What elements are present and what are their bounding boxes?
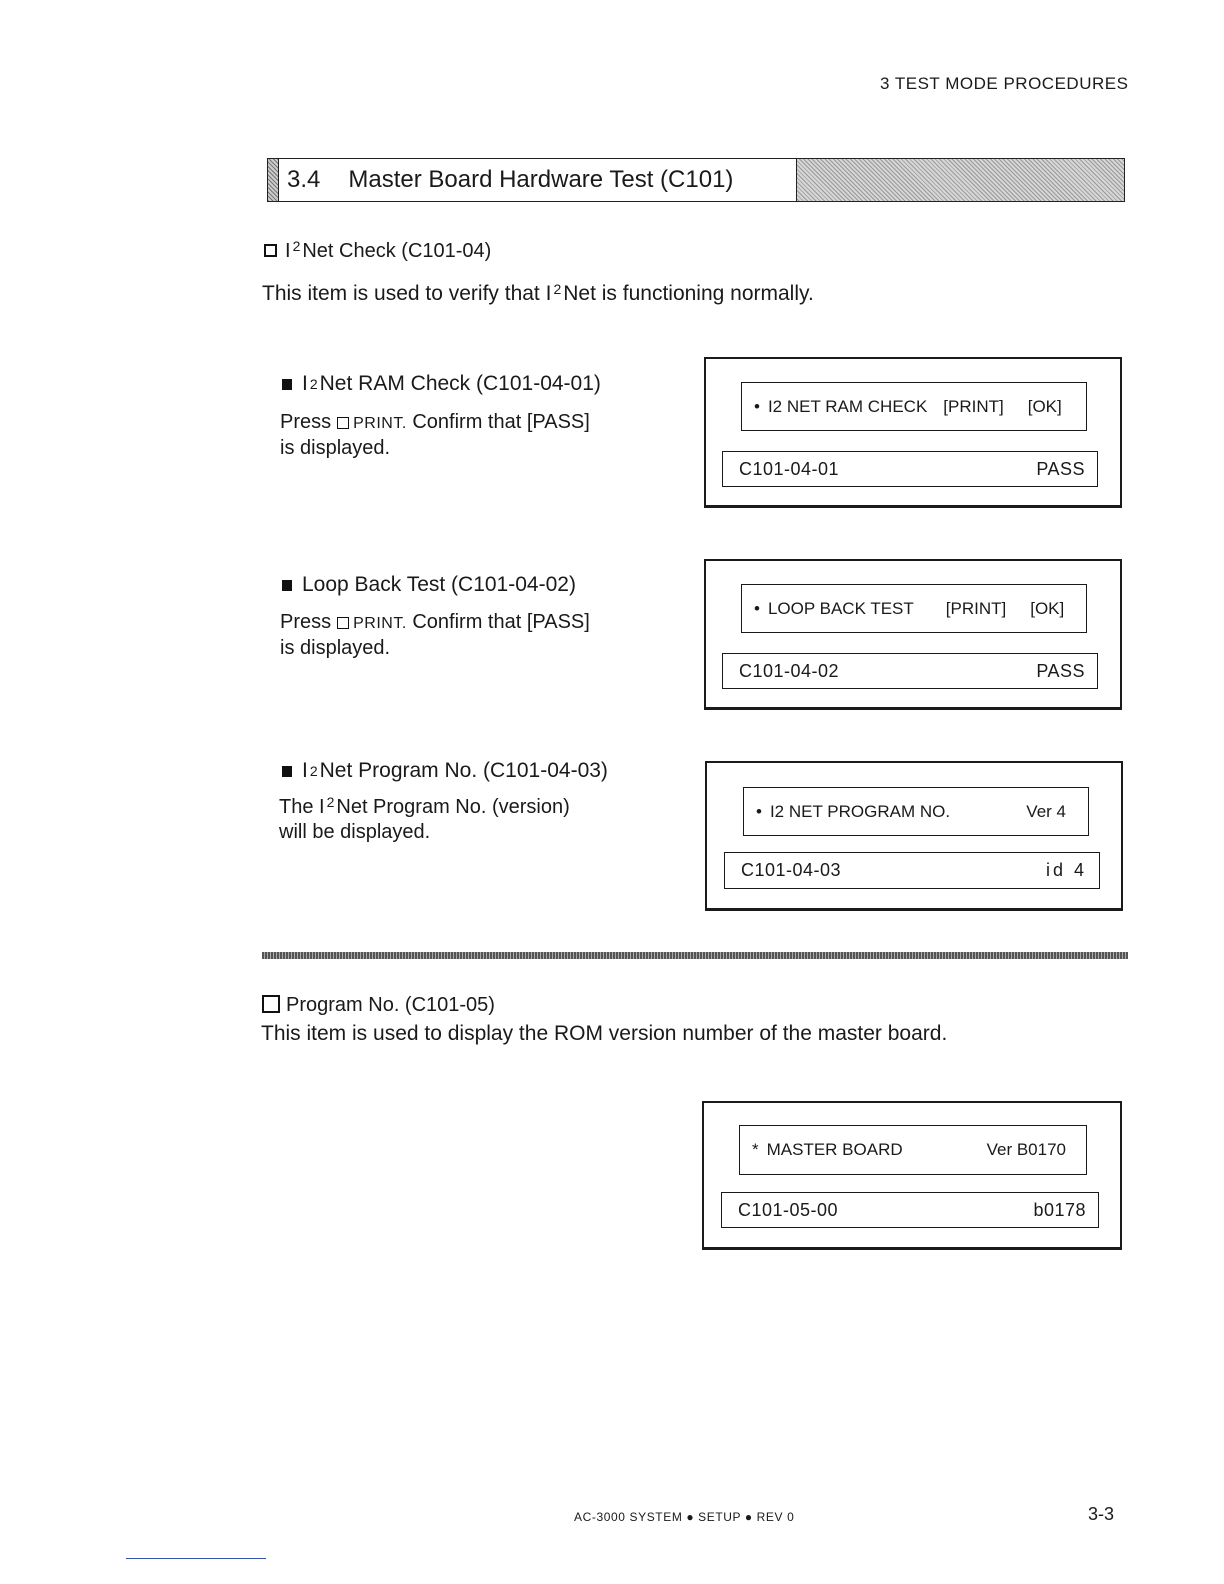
lcd-top-line: • LOOP BACK TEST [PRINT] [OK] <box>741 584 1087 633</box>
program-no-title: Program No. (C101-05) <box>286 994 495 1016</box>
program-no-description: This item is used to display the ROM version number of the master board. <box>261 1022 948 1045</box>
i2-net-check-title: Net Check (C101-04) <box>302 240 492 262</box>
i2-net-check-heading: I $^2$ Net Check (C101-04) <box>264 238 491 263</box>
section-number: 3.4 <box>287 166 321 193</box>
lcd-result: PASS <box>1036 660 1085 681</box>
lcd-result: b0178 <box>1033 1199 1086 1220</box>
key-icon <box>337 617 349 629</box>
section-heading <box>268 159 797 201</box>
item-text-loop-back: Press PRINT. Confirm that [PASS] is displayed. <box>280 611 590 659</box>
i2-net-check-description: This item is used to verify that I $^2$Net is functioning normally. <box>262 281 814 305</box>
item-heading-ram-check: I 2 Net RAM Check (C101-04-01) <box>282 372 601 396</box>
bullet-icon <box>282 580 292 591</box>
lcd-code: C101-04-01 <box>739 458 840 479</box>
bottom-rule <box>126 1558 266 1559</box>
lcd-code: C101-04-02 <box>739 660 840 681</box>
heading-hatch-mark <box>268 159 279 201</box>
program-no-heading <box>262 994 495 1017</box>
section-heading-bar <box>267 158 1125 202</box>
lcd-bottom-line <box>724 852 1100 889</box>
lcd-panel-loop-back <box>704 559 1122 710</box>
lcd-top-line: • I2 NET PROGRAM NO. Ver 4 <box>743 787 1089 836</box>
running-head: 3 TEST MODE PROCEDURES <box>880 74 1129 93</box>
lcd-bottom-line <box>722 653 1098 689</box>
section-divider <box>262 952 1128 959</box>
footer-title: AC-3000 SYSTEM ● SETUP ● REV 0 <box>574 1510 795 1524</box>
section-title: Master Board Hardware Test (C101) <box>348 166 734 193</box>
lcd-result: id 4 <box>1045 860 1087 880</box>
item-heading-loop-back: Loop Back Test (C101-04-02) <box>282 573 576 597</box>
checkbox-icon <box>262 995 280 1013</box>
checkbox-icon <box>264 244 277 257</box>
item-text-ram-check: Press PRINT. Confirm that [PASS] is displayed. <box>280 411 590 459</box>
lcd-bottom-line <box>722 451 1098 487</box>
lcd-panel-master-board <box>702 1101 1122 1250</box>
lcd-bottom-line <box>721 1192 1099 1228</box>
lcd-top-line: • I2 NET RAM CHECK [PRINT] [OK] <box>741 382 1087 431</box>
lcd-panel-ram-check <box>704 357 1122 508</box>
lcd-code: C101-05-00 <box>738 1199 839 1220</box>
bullet-icon <box>282 766 292 777</box>
page-number: 3-3 <box>1088 1504 1115 1524</box>
bullet-icon <box>282 379 292 390</box>
key-icon <box>337 417 349 429</box>
lcd-result: PASS <box>1036 458 1085 479</box>
lcd-code: C101-04-03 <box>741 860 842 880</box>
lcd-top-line: * MASTER BOARD Ver B0170 <box>739 1125 1087 1175</box>
item-text-program-no: The I $^2$ Net Program No. (version) will be displayed. <box>279 794 570 843</box>
print-key: PRINT. <box>353 615 407 632</box>
item-heading-program-no: I 2 Net Program No. (C101-04-03) <box>282 759 608 783</box>
print-key: PRINT. <box>353 415 407 432</box>
lcd-panel-program-no <box>705 761 1123 911</box>
